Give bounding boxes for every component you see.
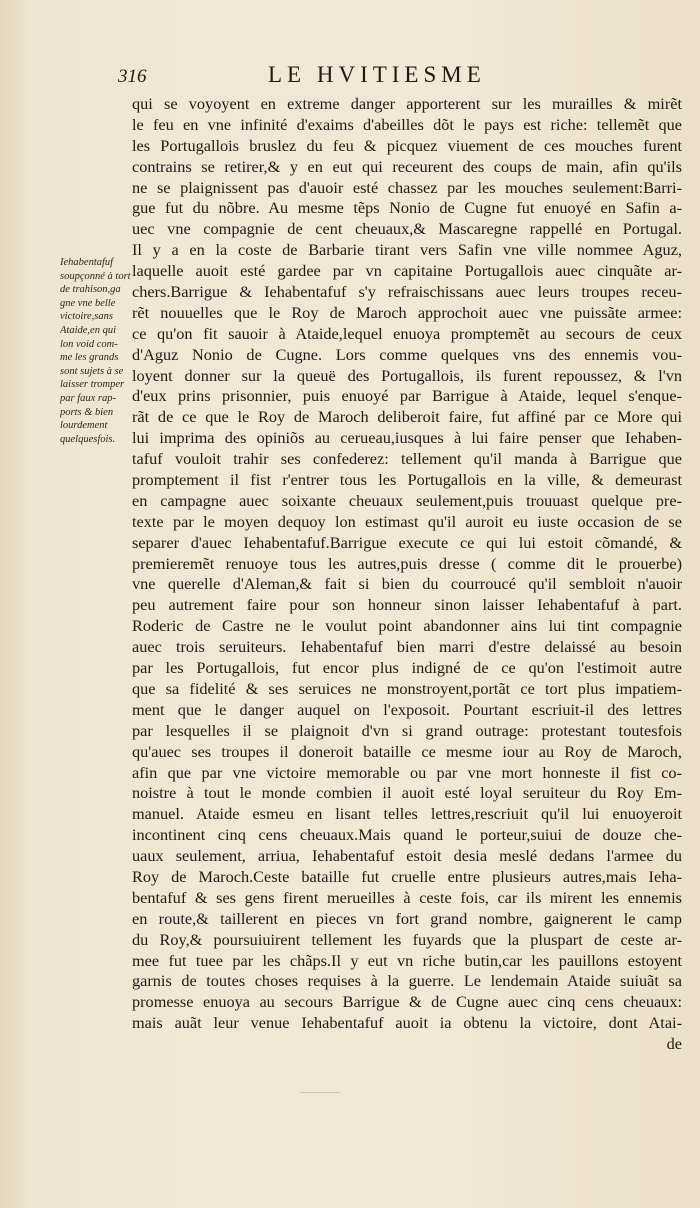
text-line: gue fut du nõbre. Au mesme tẽps Nonio de Cugne fut enuoyé en Safin a- (132, 198, 682, 218)
body-text (132, 94, 682, 1055)
margin-note-line: gne vne belle (60, 297, 116, 309)
text-line: ce qu'on fit sauoir à Ataide,lequel enuoya promptemẽt au secours de ceux (132, 323, 682, 343)
text-line: rẽt nouuelles que le Roy de Maroch approchoit auec vne puissãte armee: (132, 302, 682, 322)
page-smudge (300, 1092, 340, 1099)
text-line: auec trois seruiteurs. Iehabentafuf bien marri d'estre delaissé au besoin (132, 637, 682, 657)
text-line: afin que par vne victoire memorable ou par vne mort honneste il fist co- (132, 762, 682, 782)
text-line: mee fut tuee par les chãps.Il y eut vn riche butin,car les pauillons estoyent (132, 950, 682, 970)
text-line: garnis de toutes choses requises à la guerre. Le lendemain Ataide suiuãt sa (132, 971, 682, 991)
text-line: ne se plaignissent pas d'auoir esté chassez par les mouches seulement:Barri- (132, 177, 682, 197)
margin-note-line: victoire,sans (60, 311, 113, 323)
text-line: Il y a en la coste de Barbarie tirant vers Safin vne ville nommee Aguz, (132, 240, 682, 260)
text-line: chers.Barrigue & Iehabentafuf s'y refraischissans auec leurs troupes receu- (132, 282, 682, 302)
margin-note-line: sont sujets à se (60, 365, 124, 377)
text-line: tafuf vouloit trahir ses confederez: tellement qu'il manda à Barrigue que (132, 449, 682, 469)
text-line: premieremẽt renuoye tous les autres,puis dresse ( comme dit le prouerbe) (132, 553, 682, 573)
margin-note-line: quelquesfois. (60, 433, 116, 445)
text-line: contrains se retirer,& y en eut qui receurent des coups de main, afin qu'ils (132, 156, 682, 176)
margin-note-line: par faux rap- (60, 392, 116, 404)
text-line: noistre à tout le monde combien il auoit esté loyal seruiteur du Roy Em- (132, 783, 682, 803)
page-number: 316 (118, 66, 147, 87)
text-line: uec vne compagnie de cent cheuaux,& Mascaregne rappellé en Portugal. (132, 219, 682, 239)
text-line: loyent donner sur la queuë des Portugallois, ils furent repoussez, & l'vn (132, 365, 682, 385)
text-line: vne querelle d'Aleman,& fait si bien du courroucé qu'il sembloit n'auoir (132, 574, 682, 594)
text-line: qu'auec ses troupes il doneroit bataille ce mesme iour au Roy de Maroch, (132, 741, 682, 761)
margin-note-line: Iehabentafuf (60, 257, 114, 268)
text-line: mais auãt leur venue Iehabentafuf auoit ia obtenu la victoire, dont Atai- (132, 1013, 682, 1033)
margin-note-line: de trahison,ga (60, 284, 121, 296)
margin-note-line: ports & bien (60, 406, 114, 418)
margin-note-line: soupçonné à tort (60, 270, 131, 282)
margin-note (60, 256, 136, 446)
text-line: texte par le moyen dequoy lon estimast qu'il auroit eu iuste occasion de se (132, 511, 682, 531)
text-line: bentafuf & ses gens firent merueilles à ceste fois, car ils mirent les ennemis (132, 887, 682, 907)
text-line: Roy de Maroch.Ceste bataille fut cruelle entre plusieurs autres,mais Ieha- (132, 866, 682, 886)
text-line: promesse enuoya au secours Barrigue & de Cugne auec cinq cens cheuaux: (132, 992, 682, 1012)
text-line: en route,& taillerent en pieces vn fort grand nombre, gaignerent le camp (132, 908, 682, 928)
running-title: LE HVITIESME (268, 62, 486, 87)
text-line: d'Aguz Nonio de Cugne. Lors comme quelques vns des ennemis vou- (132, 344, 682, 364)
text-line: en campagne auec soixante cheuaux seulement,puis trouuast quelque pre- (132, 490, 682, 510)
margin-note-line: me les grands (60, 352, 119, 364)
margin-note-line: lon void com- (60, 338, 118, 350)
text-line: manuel. Ataide esmeu en lisant telles lettres,rescriuit qu'il lui enuoyeroit (132, 804, 682, 824)
page-header (118, 62, 688, 92)
text-line: peu autrement faire pour son honneur sinon laisser Iehabentafuf à part. (132, 595, 682, 615)
text-line: du Roy,& poursuiuirent tellement les fuyards que la pluspart de ceste ar- (132, 929, 682, 949)
catchword: de (666, 1034, 682, 1054)
text-line: ment que le danger auquel on l'exposoit. Pourtant escriuit-il des lettres (132, 699, 682, 719)
text-line: rãt de ce que le Roy de Maroch deliberoit faire, fut affiné par ce More qui (132, 407, 682, 427)
text-line: promptement il fist r'entrer tous les Portugallois en la ville, & demeurast (132, 470, 682, 490)
text-line: les Portugallois bruslez du feu & picquez viuement de ces mouches furent (132, 135, 682, 155)
text-line: qui se voyoyent en extreme danger apporterent sur les murailles & mirẽt (132, 94, 682, 113)
text-line: que sa fidelité & ses seruices ne monstroyent,portãt ce tort plus impatiem- (132, 678, 682, 698)
text-line: laquelle auoit esté gardee par vn capitaine Portugallois auec cinquãte ar- (132, 261, 682, 281)
text-line: par les Portugallois, fut encor plus indigné de ce qu'on l'estimoit autre (132, 658, 682, 678)
text-line: par lesquelles il se plaignoit d'vn si grand outrage: protestant toutesfois (132, 720, 682, 740)
text-line: incontinent cinq cens cheuaux.Mais quand le porteur,suiui de douze che- (132, 825, 682, 845)
text-line: le feu en vne infinité d'exaims d'abeilles dõt le pays est riche: tellemẽt que (132, 114, 682, 134)
text-line: uaux seulement, arriua, Iehabentafuf estoit desia meslé dedans l'armee du (132, 846, 682, 866)
margin-note-line: lourdement (60, 420, 108, 432)
margin-note-line: laisser tromper (60, 379, 125, 391)
text-line: lui imprima des opiniõs au cerueau,iusques à lui faire penser que Iehaben- (132, 428, 682, 448)
margin-note-line: Ataide,en qui (60, 324, 116, 336)
text-line: d'eux prins prisonnier, puis enuoyé par Barrigue à Ataide, lequel s'enque- (132, 386, 682, 406)
text-line: separer d'auec Iehabentafuf.Barrigue execute ce qui lui estoit cõmandé, & (132, 532, 682, 552)
text-line: Roderic de Castre ne le voulut point abandonner ains lui tint compagnie (132, 616, 682, 636)
